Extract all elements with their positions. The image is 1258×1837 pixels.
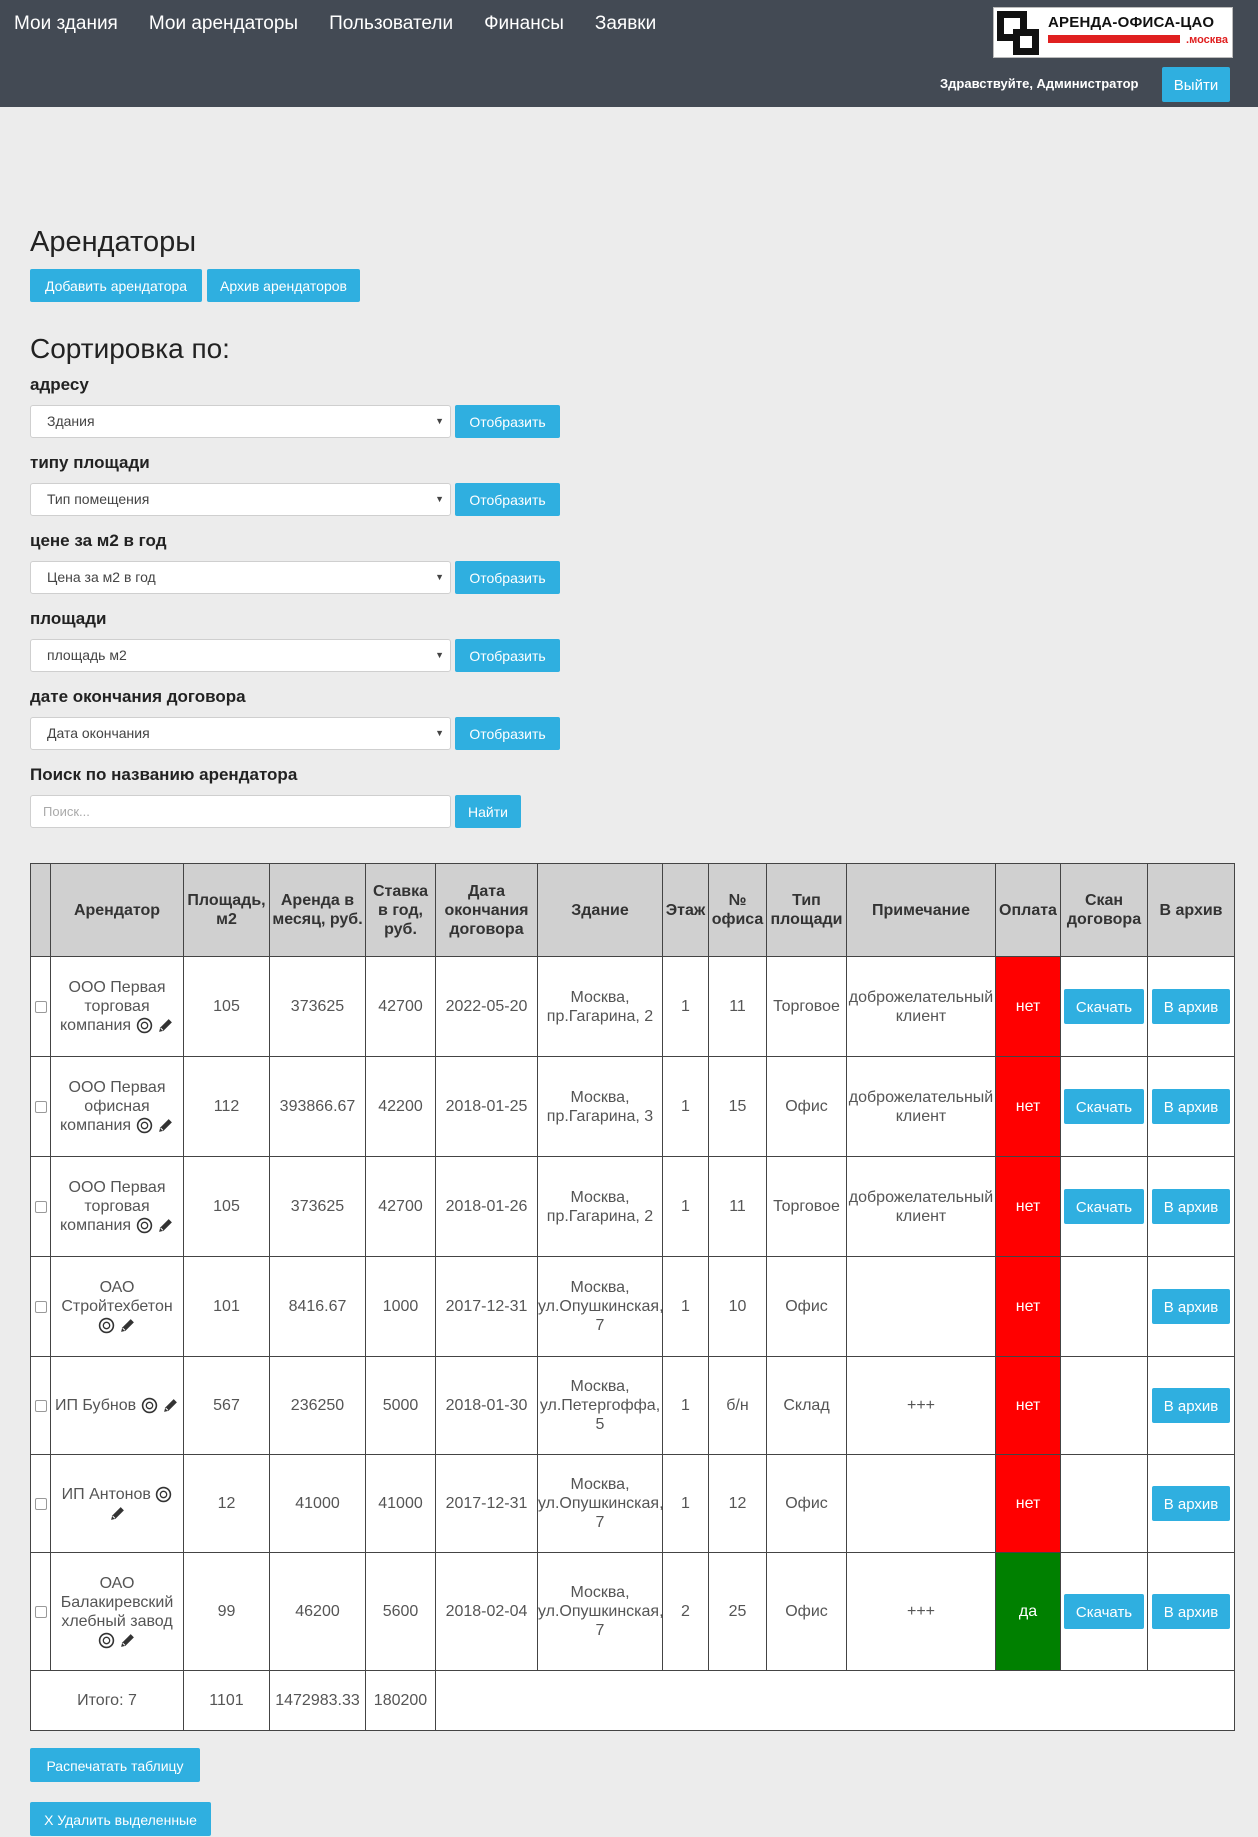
floor-cell: 1 xyxy=(663,1357,709,1455)
payment-status-cell: нет xyxy=(996,1357,1061,1455)
row-select-cell xyxy=(31,957,51,1057)
rate-cell: 42700 xyxy=(366,1157,436,1257)
edit-pencil-icon[interactable] xyxy=(162,1397,179,1414)
header-archive[interactable]: В архив xyxy=(1148,864,1235,957)
filter-price-select[interactable] xyxy=(30,561,451,594)
to-archive-button[interactable]: В архив xyxy=(1152,1486,1230,1521)
area-cell: 105 xyxy=(184,957,270,1057)
archive-cell xyxy=(1148,957,1235,1057)
to-archive-button[interactable]: В архив xyxy=(1152,1388,1230,1423)
edit-pencil-icon[interactable] xyxy=(157,1117,174,1134)
chevron-down-icon: ▼ xyxy=(435,728,444,738)
header-office[interactable]: № офиса xyxy=(709,864,767,957)
scan-cell xyxy=(1061,1057,1148,1157)
end-date-cell: 2022-05-20 xyxy=(436,957,538,1057)
table-row xyxy=(31,1057,1235,1157)
end-date-cell: 2018-01-30 xyxy=(436,1357,538,1455)
row-select-cell xyxy=(31,1357,51,1455)
logout-button[interactable]: Выйти xyxy=(1162,67,1230,102)
filter-address-select[interactable] xyxy=(30,405,451,438)
edit-pencil-icon[interactable] xyxy=(109,1505,126,1522)
area-cell: 105 xyxy=(184,1157,270,1257)
tenant-name-link[interactable]: ИП Бубнов xyxy=(54,1397,137,1414)
rate-cell: 5600 xyxy=(366,1553,436,1671)
filter-area-value: площадь м2 xyxy=(47,647,127,663)
row-checkbox[interactable] xyxy=(35,1606,47,1618)
nav-users[interactable]: Пользователи xyxy=(329,13,454,34)
payment-status-cell: нет xyxy=(996,1455,1061,1553)
office-cell: 10 xyxy=(709,1257,767,1357)
type-cell: Офис xyxy=(767,1553,847,1671)
office-cell: 15 xyxy=(709,1057,767,1157)
archive-cell xyxy=(1148,1157,1235,1257)
rent-cell: 393866.67 xyxy=(270,1057,366,1157)
totals-row xyxy=(31,1671,1235,1731)
row-select-cell xyxy=(31,1257,51,1357)
building-cell: Москва, пр.Гагарина, 2 xyxy=(538,957,663,1057)
end-date-cell: 2017-12-31 xyxy=(436,1455,538,1553)
archive-cell xyxy=(1148,1357,1235,1455)
totals-rate: 180200 xyxy=(366,1671,436,1731)
type-cell: Офис xyxy=(767,1455,847,1553)
office-cell: б/н xyxy=(709,1357,767,1455)
building-cell: Москва, ул.Опушкинская, 7 xyxy=(538,1455,663,1553)
payment-status-cell: да xyxy=(996,1553,1061,1671)
row-select-cell xyxy=(31,1553,51,1671)
filter-price-show-button[interactable]: Отобразить xyxy=(455,561,560,594)
building-cell: Москва, ул.Петергоффа, 5 xyxy=(538,1357,663,1455)
filter-end-date-label: дате окончания договора xyxy=(30,687,246,706)
floor-cell: 2 xyxy=(663,1553,709,1671)
add-tenant-button[interactable]: Добавить арендатора xyxy=(30,269,202,302)
row-select-cell xyxy=(31,1057,51,1157)
tenant-name-link[interactable]: ИП Антонов xyxy=(61,1485,151,1503)
filter-area-select[interactable] xyxy=(30,639,451,672)
rate-cell: 41000 xyxy=(366,1455,436,1553)
view-icon[interactable] xyxy=(155,1486,172,1503)
download-scan-button[interactable]: Скачать xyxy=(1064,1594,1144,1629)
logo-title: АРЕНДА-ОФИСА-ЦАО xyxy=(1048,14,1215,31)
table-row xyxy=(31,1157,1235,1257)
view-icon[interactable] xyxy=(136,1017,153,1034)
area-cell: 112 xyxy=(184,1057,270,1157)
row-select-cell xyxy=(31,1455,51,1553)
chevron-down-icon: ▼ xyxy=(435,416,444,426)
filter-end-date-value: Дата окончания xyxy=(47,725,150,741)
floor-cell: 1 xyxy=(663,1257,709,1357)
row-checkbox[interactable] xyxy=(35,1201,47,1213)
row-checkbox[interactable] xyxy=(35,1001,47,1013)
edit-pencil-icon[interactable] xyxy=(157,1217,174,1234)
rate-cell: 42700 xyxy=(366,957,436,1057)
table-header-row xyxy=(31,864,1235,957)
office-cell: 25 xyxy=(709,1553,767,1671)
row-checkbox[interactable] xyxy=(35,1400,47,1412)
tenant-name-link[interactable]: ООО Первая торговая компания xyxy=(60,1179,166,1234)
logo-bar xyxy=(1048,35,1180,43)
table-row xyxy=(31,1455,1235,1553)
rent-cell: 373625 xyxy=(270,1157,366,1257)
edit-pencil-icon[interactable] xyxy=(119,1632,136,1649)
building-cell: Москва, пр.Гагарина, 3 xyxy=(538,1057,663,1157)
nav-my-tenants[interactable]: Мои арендаторы xyxy=(148,13,299,34)
filter-type-value: Тип помещения xyxy=(47,491,150,507)
totals-area: 1101 xyxy=(184,1671,270,1731)
note-cell: доброжелательный клиент xyxy=(847,957,996,1057)
edit-pencil-icon[interactable] xyxy=(119,1317,136,1334)
note-cell: +++ xyxy=(847,1357,996,1455)
header-rent[interactable]: Аренда в месяц, руб. xyxy=(270,864,366,957)
archive-cell xyxy=(1148,1553,1235,1671)
header-type[interactable]: Тип площади xyxy=(767,864,847,957)
rate-cell: 42200 xyxy=(366,1057,436,1157)
archive-cell xyxy=(1148,1057,1235,1157)
tenant-cell xyxy=(51,1553,184,1671)
totals-empty xyxy=(436,1671,1235,1731)
table-row xyxy=(31,1357,1235,1455)
type-cell: Торговое xyxy=(767,957,847,1057)
nav-requests[interactable]: Заявки xyxy=(594,13,657,34)
table-row xyxy=(31,1257,1235,1357)
logo-subtitle: .москва xyxy=(1186,34,1228,46)
area-cell: 101 xyxy=(184,1257,270,1357)
office-cell: 11 xyxy=(709,1157,767,1257)
note-cell: доброжелательный клиент xyxy=(847,1157,996,1257)
tenant-cell xyxy=(51,1455,184,1553)
view-icon[interactable] xyxy=(141,1397,158,1414)
view-icon[interactable] xyxy=(136,1217,153,1234)
scan-cell xyxy=(1061,1455,1148,1553)
filter-address-value: Здания xyxy=(47,413,95,429)
filter-type-label: типу площади xyxy=(30,453,150,472)
header-building[interactable]: Здание xyxy=(538,864,663,957)
totals-rent: 1472983.33 xyxy=(270,1671,366,1731)
header-rate[interactable]: Ставка в год, руб. xyxy=(366,864,436,957)
filter-price-label: цене за м2 в год xyxy=(30,531,167,550)
end-date-cell: 2018-01-26 xyxy=(436,1157,538,1257)
chevron-down-icon: ▼ xyxy=(435,650,444,660)
end-date-cell: 2017-12-31 xyxy=(436,1257,538,1357)
download-scan-button[interactable]: Скачать xyxy=(1064,989,1144,1024)
edit-pencil-icon[interactable] xyxy=(157,1017,174,1034)
delete-selected-button[interactable]: X Удалить выделенные xyxy=(30,1802,211,1836)
filter-address-label: адресу xyxy=(30,375,89,394)
building-cell: Москва, пр.Гагарина, 2 xyxy=(538,1157,663,1257)
header-tenant[interactable]: Арендатор xyxy=(51,864,184,957)
sort-title: Сортировка по: xyxy=(30,333,230,364)
scan-cell xyxy=(1061,1553,1148,1671)
table-row xyxy=(31,1553,1235,1671)
filter-area-show-button[interactable]: Отобразить xyxy=(455,639,560,672)
rent-cell: 46200 xyxy=(270,1553,366,1671)
header-select xyxy=(31,864,51,957)
office-cell: 11 xyxy=(709,957,767,1057)
rent-cell: 41000 xyxy=(270,1455,366,1553)
greeting-text: Здравствуйте, Администратор xyxy=(940,76,1139,91)
tenant-cell xyxy=(51,1057,184,1157)
nav-my-buildings[interactable]: Мои здания xyxy=(14,13,118,34)
filter-end-date-show-button[interactable]: Отобразить xyxy=(455,717,560,750)
tenant-name-link[interactable]: ООО Первая торговая компания xyxy=(60,979,166,1034)
tenant-cell xyxy=(51,1257,184,1357)
header-area[interactable]: Площадь, м2 xyxy=(184,864,270,957)
filter-type-show-button[interactable]: Отобразить xyxy=(455,483,560,516)
tenant-archive-button[interactable]: Архив арендаторов xyxy=(207,269,360,302)
filter-area-label: площади xyxy=(30,609,107,628)
to-archive-button[interactable]: В архив xyxy=(1152,989,1230,1024)
area-cell: 99 xyxy=(184,1553,270,1671)
chevron-down-icon: ▼ xyxy=(435,572,444,582)
tenant-cell xyxy=(51,1357,184,1455)
note-cell: +++ xyxy=(847,1553,996,1671)
floor-cell: 1 xyxy=(663,1057,709,1157)
tenant-name-link[interactable]: ОАО Балакиревский хлебный завод xyxy=(60,1574,174,1630)
download-scan-button[interactable]: Скачать xyxy=(1064,1089,1144,1124)
print-table-button[interactable]: Распечатать таблицу xyxy=(30,1748,200,1782)
to-archive-button[interactable]: В архив xyxy=(1152,1189,1230,1224)
rent-cell: 8416.67 xyxy=(270,1257,366,1357)
row-checkbox[interactable] xyxy=(35,1101,47,1113)
row-select-cell xyxy=(31,1157,51,1257)
header-floor[interactable]: Этаж xyxy=(663,864,709,957)
logo-mark-icon xyxy=(997,11,1041,55)
tenant-cell xyxy=(51,1157,184,1257)
tenant-name-link[interactable]: ООО Первая офисная компания xyxy=(60,1079,166,1134)
note-cell xyxy=(847,1455,996,1553)
tenant-name-link[interactable]: ОАО Стройтехбетон xyxy=(61,1279,173,1315)
archive-cell xyxy=(1148,1455,1235,1553)
top-navbar xyxy=(0,0,1258,107)
type-cell: Торговое xyxy=(767,1157,847,1257)
header-note[interactable]: Примечание xyxy=(847,864,996,957)
row-checkbox[interactable] xyxy=(35,1498,47,1510)
payment-status-cell: нет xyxy=(996,1257,1061,1357)
row-checkbox[interactable] xyxy=(35,1301,47,1313)
search-label: Поиск по названию арендатора xyxy=(30,765,298,784)
payment-status-cell: нет xyxy=(996,1057,1061,1157)
tenants-table xyxy=(30,863,1235,1731)
rent-cell: 236250 xyxy=(270,1357,366,1455)
note-cell: доброжелательный клиент xyxy=(847,1057,996,1157)
rent-cell: 373625 xyxy=(270,957,366,1057)
scan-cell xyxy=(1061,957,1148,1057)
building-cell: Москва, ул.Опушкинская, 7 xyxy=(538,1553,663,1671)
totals-label: Итого: 7 xyxy=(31,1671,184,1731)
scan-cell xyxy=(1061,1257,1148,1357)
scan-cell xyxy=(1061,1157,1148,1257)
payment-status-cell: нет xyxy=(996,1157,1061,1257)
payment-status-cell: нет xyxy=(996,957,1061,1057)
nav-finance[interactable]: Финансы xyxy=(484,13,564,34)
view-icon[interactable] xyxy=(98,1632,115,1649)
filter-address-show-button[interactable]: Отобразить xyxy=(455,405,560,438)
view-icon[interactable] xyxy=(98,1317,115,1334)
filter-end-date-select[interactable] xyxy=(30,717,451,750)
main-nav xyxy=(14,12,687,36)
building-cell: Москва, ул.Опушкинская, 7 xyxy=(538,1257,663,1357)
type-cell: Склад xyxy=(767,1357,847,1455)
view-icon[interactable] xyxy=(136,1117,153,1134)
end-date-cell: 2018-02-04 xyxy=(436,1553,538,1671)
header-end-date[interactable]: Дата окончания договора xyxy=(436,864,538,957)
floor-cell: 1 xyxy=(663,1455,709,1553)
rate-cell: 1000 xyxy=(366,1257,436,1357)
floor-cell: 1 xyxy=(663,957,709,1057)
office-cell: 12 xyxy=(709,1455,767,1553)
rate-cell: 5000 xyxy=(366,1357,436,1455)
archive-cell xyxy=(1148,1257,1235,1357)
type-cell: Офис xyxy=(767,1257,847,1357)
note-cell xyxy=(847,1257,996,1357)
floor-cell: 1 xyxy=(663,1157,709,1257)
area-cell: 567 xyxy=(184,1357,270,1455)
scan-cell xyxy=(1061,1357,1148,1455)
filter-price-value: Цена за м2 в год xyxy=(47,569,156,585)
download-scan-button[interactable]: Скачать xyxy=(1064,1189,1144,1224)
filter-type-select[interactable] xyxy=(30,483,451,516)
end-date-cell: 2018-01-25 xyxy=(436,1057,538,1157)
header-scan[interactable]: Скан договора xyxy=(1061,864,1148,957)
page-title: Арендаторы xyxy=(30,226,197,258)
area-cell: 12 xyxy=(184,1455,270,1553)
table-row xyxy=(31,957,1235,1057)
search-input[interactable] xyxy=(30,795,451,828)
to-archive-button[interactable]: В архив xyxy=(1152,1594,1230,1629)
type-cell: Офис xyxy=(767,1057,847,1157)
site-logo[interactable] xyxy=(993,7,1233,58)
header-payment[interactable]: Оплата xyxy=(996,864,1061,957)
to-archive-button[interactable]: В архив xyxy=(1152,1089,1230,1124)
search-button[interactable]: Найти xyxy=(455,795,521,828)
tenant-cell xyxy=(51,957,184,1057)
to-archive-button[interactable]: В архив xyxy=(1152,1289,1230,1324)
chevron-down-icon: ▼ xyxy=(435,494,444,504)
